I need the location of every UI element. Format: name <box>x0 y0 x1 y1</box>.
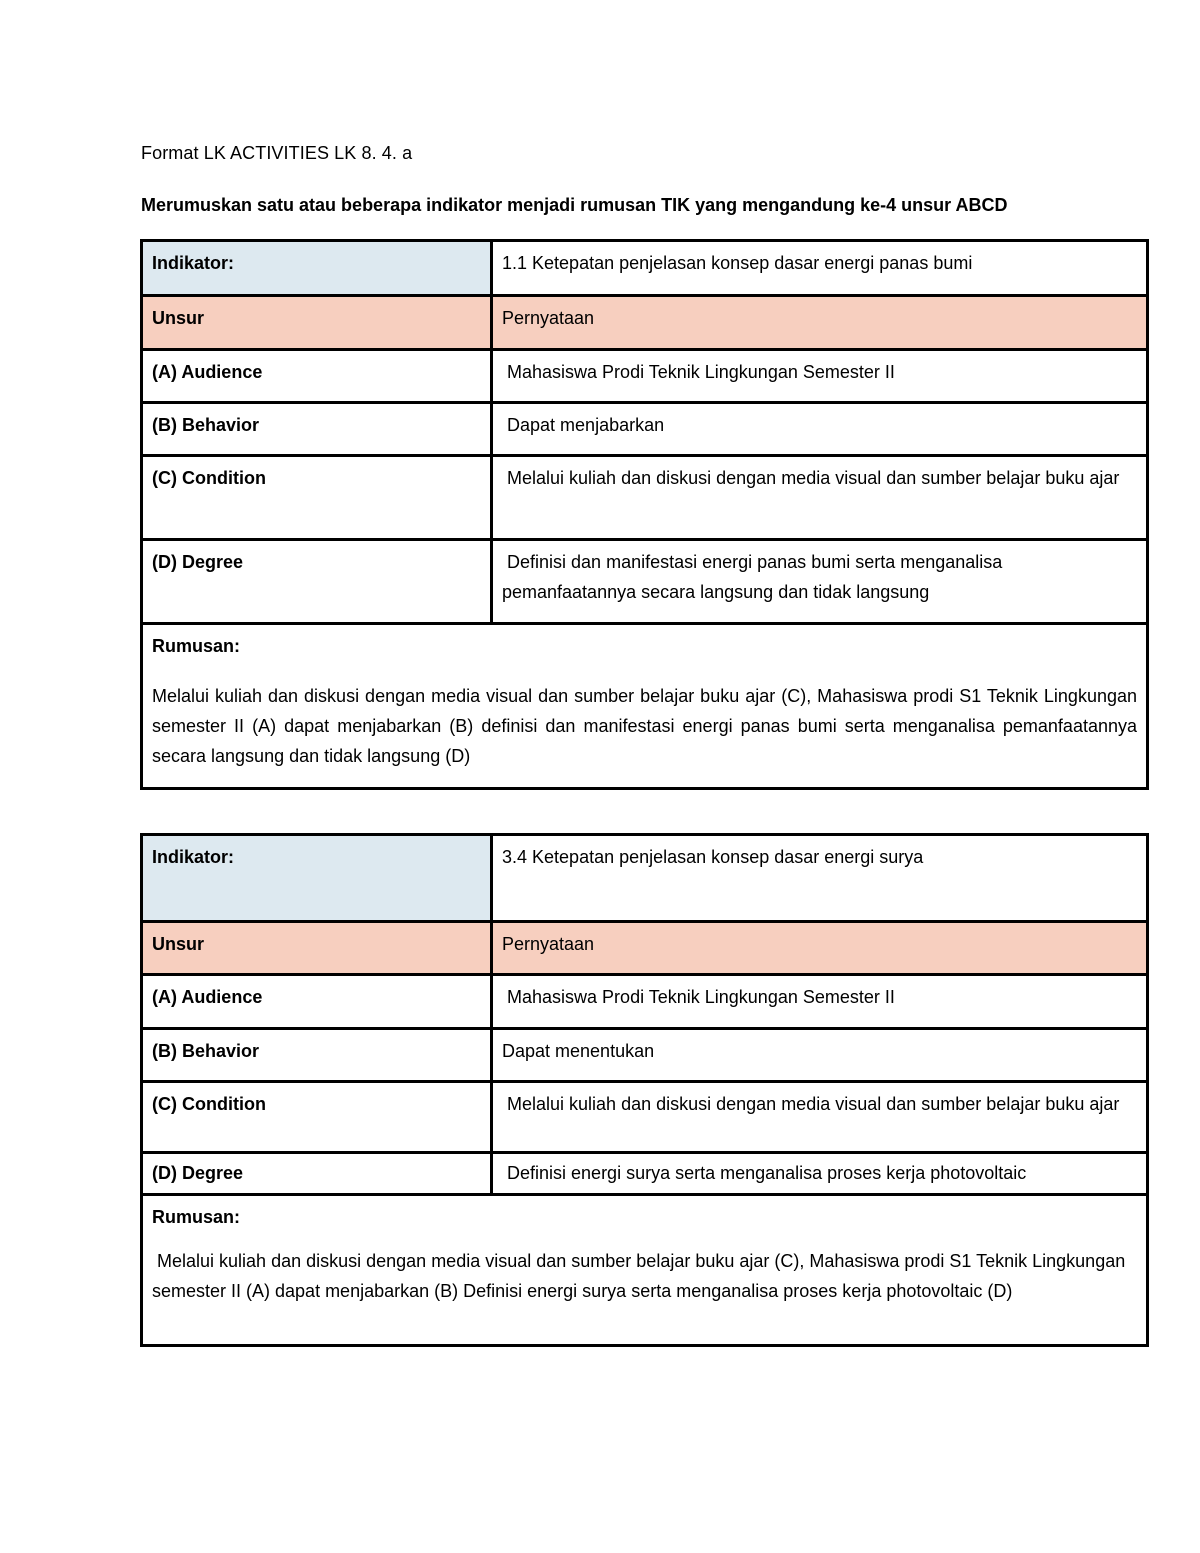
behavior-value: Dapat menentukan <box>492 1029 1148 1082</box>
condition-row <box>142 456 1148 540</box>
degree-value: Definisi dan manifestasi energi panas bumi serta menganalisa pemanfaatannya secara langsung dan tidak langsung <box>492 540 1148 624</box>
condition-row <box>142 1082 1148 1153</box>
rumusan-row <box>142 1195 1148 1346</box>
condition-label: (C) Condition <box>142 1082 492 1153</box>
indikator-row <box>142 241 1148 296</box>
audience-row <box>142 975 1148 1029</box>
degree-label: (D) Degree <box>142 1153 492 1195</box>
degree-value: Definisi energi surya serta menganalisa proses kerja photovoltaic <box>492 1153 1148 1195</box>
audience-row <box>142 350 1148 403</box>
indikator-label: Indikator: <box>142 241 492 296</box>
indikator-label: Indikator: <box>142 835 492 922</box>
rumusan-text: Melalui kuliah dan diskusi dengan media visual dan sumber belajar buku ajar (C), Mahasiswa prodi S1 Teknik Lingkungan semester II (A) dapat menjabarkan (B) definisi dan manifestasi energi panas bumi serta menganalisa pemanfaatannya secara langsung dan tidak langsung (D) <box>152 686 1137 766</box>
behavior-label: (B) Behavior <box>142 1029 492 1082</box>
unsur-header: Unsur <box>142 922 492 975</box>
rumusan-label: Rumusan: <box>152 1207 241 1227</box>
condition-label: (C) Condition <box>142 456 492 540</box>
page-title: Format LK ACTIVITIES LK 8. 4. a <box>141 143 413 163</box>
unsur-header: Unsur <box>142 296 492 350</box>
rumusan-cell <box>142 1195 1148 1346</box>
behavior-row <box>142 1029 1148 1082</box>
behavior-value: Dapat menjabarkan <box>492 403 1148 456</box>
behavior-row <box>142 403 1148 456</box>
header-row <box>142 296 1148 350</box>
behavior-label: (B) Behavior <box>142 403 492 456</box>
indikator-value: 3.4 Ketepatan penjelasan konsep dasar energi surya <box>492 835 1148 922</box>
rumusan-text: Melalui kuliah dan diskusi dengan media visual dan sumber belajar buku ajar (C), Mahasiswa prodi S1 Teknik Lingkungan semester II (A) dapat menjabarkan (B) Definisi energi surya serta menganalisa proses kerja photovoltaic (D) <box>152 1251 1131 1301</box>
indikator-value: 1.1 Ketepatan penjelasan konsep dasar energi panas bumi <box>492 241 1148 296</box>
rumusan-cell <box>142 624 1148 789</box>
rumusan-row <box>142 624 1148 789</box>
degree-row <box>142 540 1148 624</box>
condition-value: Melalui kuliah dan diskusi dengan media visual dan sumber belajar buku ajar <box>492 1082 1148 1153</box>
degree-label: (D) Degree <box>142 540 492 624</box>
rumusan-label: Rumusan: <box>152 636 241 656</box>
header-row <box>142 922 1148 975</box>
audience-value: Mahasiswa Prodi Teknik Lingkungan Semester II <box>492 350 1148 403</box>
page-subtitle: Merumuskan satu atau beberapa indikator menjadi rumusan TIK yang mengandung ke-4 unsur ABCD <box>141 195 1008 215</box>
pernyataan-header: Pernyataan <box>492 296 1148 350</box>
tik-table-1 <box>140 239 1149 790</box>
indikator-row <box>142 835 1148 922</box>
pernyataan-header: Pernyataan <box>492 922 1148 975</box>
audience-value: Mahasiswa Prodi Teknik Lingkungan Semester II <box>492 975 1148 1029</box>
audience-label: (A) Audience <box>142 975 492 1029</box>
audience-label: (A) Audience <box>142 350 492 403</box>
degree-row <box>142 1153 1148 1195</box>
tik-table-2 <box>140 833 1149 1347</box>
condition-value: Melalui kuliah dan diskusi dengan media visual dan sumber belajar buku ajar <box>492 456 1148 540</box>
